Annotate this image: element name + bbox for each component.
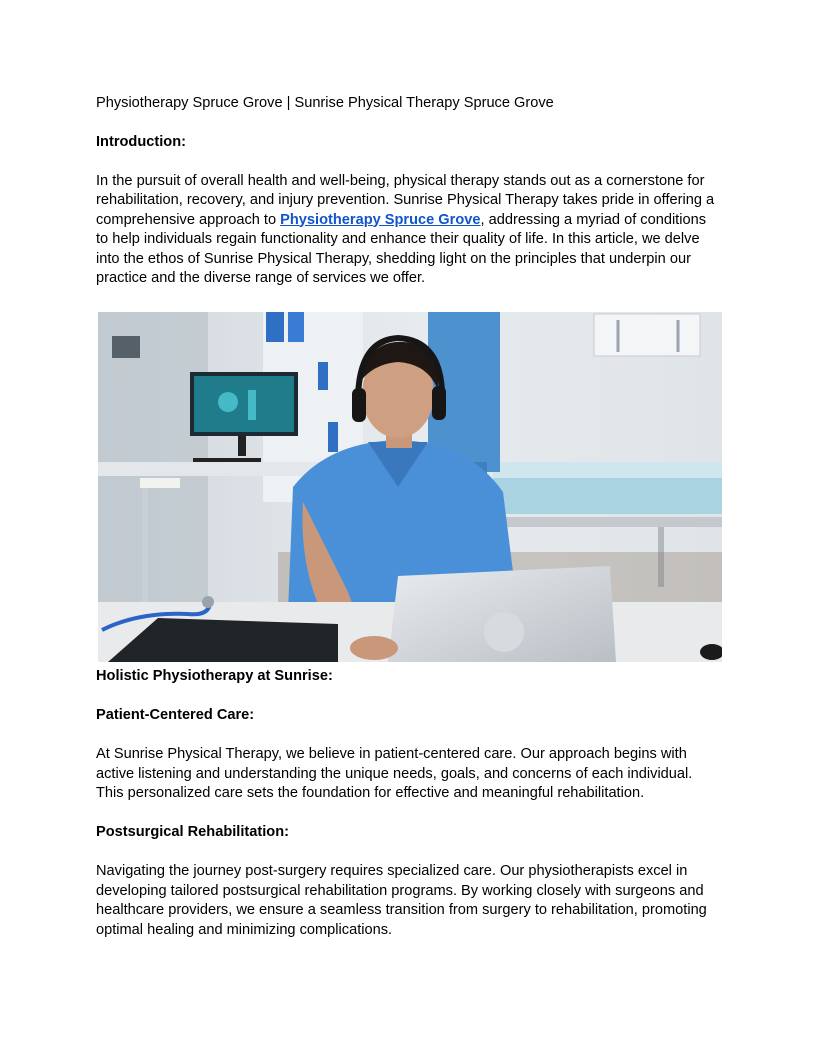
document-body — [96, 94, 722, 289]
intro-text-start: In the pursuit of overall health and well-being, physical therapy stands out as a cornerstone for rehabilitation, recovery, and injury prevention. Sunrise Physical Therapy takes pride in offering a comprehensive approach to — [96, 172, 715, 228]
postsurgical-paragraph: Navigating the journey post-surgery requires specialized care. Our physiotherapists excel in developing tailored postsurgical rehabilitation programs. By working closely with surgeons and healthcare providers, we ensure a seamless transition from surgery to rehabilitation, promoting optimal healing and minimizing complications. — [96, 863, 707, 938]
clinic-photo — [98, 312, 722, 662]
document-body-continued — [96, 667, 722, 940]
holistic-heading: Holistic Physiotherapy at Sunrise: — [96, 668, 333, 684]
intro-heading: Introduction: — [96, 133, 186, 150]
intro-text-end: , addressing a myriad of conditions to help individuals regain functionality and enhance their quality of life. In this article, we delve into the ethos of Sunrise Physical Therapy, shedding light on the principles that underpin our practice and the diverse range of services we offer. — [96, 211, 707, 286]
patient-centered-paragraph: At Sunrise Physical Therapy, we believe in patient-centered care. Our approach begins with active listening and understanding the unique needs, goals, and concerns of each individual. This personalized care sets the foundation for effective and meaningful rehabilitation. — [96, 746, 693, 801]
postsurgical-heading: Postsurgical Rehabilitation: — [96, 824, 289, 840]
patient-centered-heading: Patient-Centered Care: — [96, 707, 255, 723]
physiotherapy-spruce-grove-link[interactable]: Physiotherapy Spruce Grove — [280, 211, 481, 228]
intro-paragraph — [96, 172, 722, 289]
document-title: Physiotherapy Spruce Grove | Sunrise Physical Therapy Spruce Grove — [96, 95, 554, 111]
